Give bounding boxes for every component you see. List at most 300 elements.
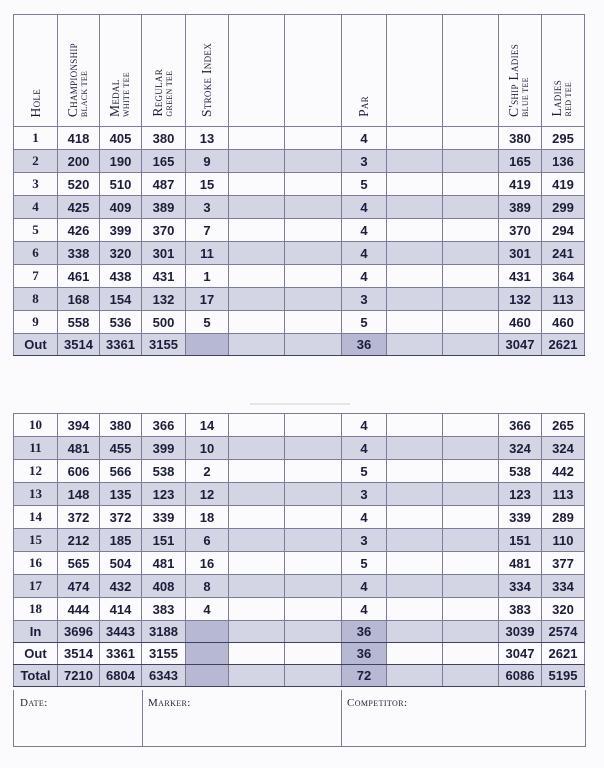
score-cell-3[interactable] [387,483,443,506]
score-cell-4[interactable] [443,483,499,506]
regular-yards: 123 [142,483,186,506]
header-regular: Regular GREEN TEE [142,15,186,127]
par: 5 [342,552,387,575]
score-total-2[interactable] [285,643,342,665]
score-cell-3[interactable] [387,598,443,621]
ladies-yards: 294 [542,219,585,242]
stroke-index-blank [186,621,229,643]
stroke-index-blank [186,334,229,356]
medal-yards: 185 [100,529,142,552]
score-cell-1[interactable] [229,242,285,265]
stroke-index: 3 [186,196,229,219]
hole-number: 11 [14,437,58,460]
hole-number: 1 [14,127,58,150]
score-total-1[interactable] [229,621,285,643]
ladies-total: 2621 [542,334,585,356]
championship-yards: 461 [58,265,100,288]
score-cell-2[interactable] [285,288,342,311]
regular-yards: 132 [142,288,186,311]
signature-footer [13,690,586,747]
stroke-index: 17 [186,288,229,311]
regular-yards: 500 [142,311,186,334]
score-cell-2[interactable] [285,219,342,242]
championship-yards: 565 [58,552,100,575]
score-total-3[interactable] [387,665,443,687]
par: 4 [342,598,387,621]
stroke-index: 14 [186,414,229,437]
score-cell-2[interactable] [285,150,342,173]
score-cell-1[interactable] [229,311,285,334]
championship-yards: 481 [58,437,100,460]
par: 4 [342,265,387,288]
score-cell-2[interactable] [285,196,342,219]
regular-yards: 165 [142,150,186,173]
score-total-1[interactable] [229,665,285,687]
championship-total: 7210 [58,665,100,687]
score-cell-4[interactable] [443,552,499,575]
championship-yards: 606 [58,460,100,483]
championship-total: 3696 [58,621,100,643]
championship-yards: 426 [58,219,100,242]
regular-yards: 383 [142,598,186,621]
hole-number: 8 [14,288,58,311]
medal-total: 3361 [100,334,142,356]
score-cell-1[interactable] [229,219,285,242]
competitor-label: Competitor: [347,697,408,709]
front-nine-table [13,14,585,356]
stroke-index: 4 [186,598,229,621]
score-cell-2[interactable] [285,483,342,506]
medal-yards: 190 [100,150,142,173]
regular-yards: 370 [142,219,186,242]
ladies-total: 5195 [542,665,585,687]
score-cell-3[interactable] [387,506,443,529]
regular-yards: 399 [142,437,186,460]
score-total-2[interactable] [285,665,342,687]
score-cell-1[interactable] [229,575,285,598]
cship-ladies-yards: 151 [499,529,542,552]
score-cell-3[interactable] [387,219,443,242]
stroke-index: 16 [186,552,229,575]
medal-yards: 405 [100,127,142,150]
championship-yards: 520 [58,173,100,196]
total-label: Out [14,643,58,665]
score-cell-1[interactable] [229,437,285,460]
par-total: 36 [342,643,387,665]
total-label: Out [14,334,58,356]
competitor-cell[interactable] [341,690,585,746]
score-cell-1[interactable] [229,173,285,196]
championship-yards: 418 [58,127,100,150]
score-cell-3[interactable] [387,288,443,311]
header-row [14,15,585,127]
hole-row [14,529,585,552]
regular-yards: 408 [142,575,186,598]
cship-ladies-yards: 431 [499,265,542,288]
ladies-yards: 364 [542,265,585,288]
par: 3 [342,529,387,552]
ladies-yards: 419 [542,173,585,196]
cship-ladies-yards: 366 [499,414,542,437]
hole-number: 14 [14,506,58,529]
back-nine-table [13,413,585,687]
regular-yards: 366 [142,414,186,437]
score-cell-4[interactable] [443,196,499,219]
header-par: Par [342,15,387,127]
ladies-yards: 136 [542,150,585,173]
stroke-index: 15 [186,173,229,196]
hole-number: 10 [14,414,58,437]
ladies-yards: 289 [542,506,585,529]
score-cell-1[interactable] [229,127,285,150]
score-cell-4[interactable] [443,575,499,598]
score-total-3[interactable] [387,643,443,665]
total-label: Total [14,665,58,687]
medal-yards: 536 [100,311,142,334]
cship-ladies-yards: 538 [499,460,542,483]
cship-ladies-yards: 301 [499,242,542,265]
hole-row [14,242,585,265]
medal-yards: 432 [100,575,142,598]
hole-row [14,483,585,506]
stroke-index: 10 [186,437,229,460]
hole-row [14,219,585,242]
score-cell-3[interactable] [387,529,443,552]
hole-row [14,506,585,529]
cship-ladies-yards: 389 [499,196,542,219]
championship-yards: 372 [58,506,100,529]
hole-number: 3 [14,173,58,196]
score-cell-2[interactable] [285,127,342,150]
header-blank-4 [443,15,499,127]
score-total-4[interactable] [443,334,499,356]
score-total-2[interactable] [285,334,342,356]
score-total-3[interactable] [387,334,443,356]
out-total-row [14,334,585,356]
ladies-yards: 295 [542,127,585,150]
stroke-index: 18 [186,506,229,529]
cship-ladies-yards: 132 [499,288,542,311]
hole-number: 2 [14,150,58,173]
par: 4 [342,219,387,242]
score-cell-4[interactable] [443,460,499,483]
ladies-yards: 113 [542,288,585,311]
date-label: Date: [20,697,48,709]
cship-ladies-yards: 123 [499,483,542,506]
score-cell-3[interactable] [387,150,443,173]
stroke-index: 9 [186,150,229,173]
regular-yards: 538 [142,460,186,483]
score-cell-2[interactable] [285,506,342,529]
championship-yards: 168 [58,288,100,311]
hole-row [14,437,585,460]
ladies-yards: 460 [542,311,585,334]
stroke-index: 7 [186,219,229,242]
medal-yards: 399 [100,219,142,242]
stroke-index: 8 [186,575,229,598]
regular-total: 3188 [142,621,186,643]
score-total-4[interactable] [443,643,499,665]
score-cell-4[interactable] [443,311,499,334]
par: 4 [342,437,387,460]
regular-yards: 431 [142,265,186,288]
hole-row [14,311,585,334]
score-cell-4[interactable] [443,265,499,288]
championship-yards: 425 [58,196,100,219]
score-cell-2[interactable] [285,552,342,575]
hole-row [14,552,585,575]
medal-yards: 566 [100,460,142,483]
championship-yards: 558 [58,311,100,334]
hole-number: 15 [14,529,58,552]
score-cell-3[interactable] [387,196,443,219]
score-cell-4[interactable] [443,288,499,311]
cship-ladies-yards: 460 [499,311,542,334]
score-cell-2[interactable] [285,242,342,265]
stroke-index: 12 [186,483,229,506]
championship-total: 3514 [58,643,100,665]
score-cell-4[interactable] [443,242,499,265]
ladies-yards: 113 [542,483,585,506]
header-hole: Hole [14,15,58,127]
cship-ladies-yards: 481 [499,552,542,575]
marker-cell[interactable] [142,690,342,746]
par: 4 [342,414,387,437]
cship-ladies-yards: 165 [499,150,542,173]
hole-row [14,173,585,196]
medal-yards: 438 [100,265,142,288]
score-cell-2[interactable] [285,437,342,460]
ladies-yards: 324 [542,437,585,460]
header-medal: Medal WHITE TEE [100,15,142,127]
regular-total: 6343 [142,665,186,687]
ladies-yards: 320 [542,598,585,621]
regular-yards: 339 [142,506,186,529]
stroke-index: 5 [186,311,229,334]
score-cell-2[interactable] [285,575,342,598]
medal-total: 3361 [100,643,142,665]
score-cell-2[interactable] [285,173,342,196]
hole-number: 4 [14,196,58,219]
medal-yards: 409 [100,196,142,219]
regular-yards: 487 [142,173,186,196]
hole-number: 5 [14,219,58,242]
par: 4 [342,242,387,265]
header-blank-1 [229,15,285,127]
score-cell-3[interactable] [387,242,443,265]
hole-row [14,150,585,173]
par: 4 [342,196,387,219]
cship-ladies-total: 3039 [499,621,542,643]
championship-total: 3514 [58,334,100,356]
fold-line [250,403,350,405]
stroke-index: 1 [186,265,229,288]
score-cell-1[interactable] [229,196,285,219]
score-total-2[interactable] [285,621,342,643]
medal-yards: 154 [100,288,142,311]
hole-number: 12 [14,460,58,483]
cship-ladies-yards: 324 [499,437,542,460]
ladies-yards: 241 [542,242,585,265]
hole-number: 17 [14,575,58,598]
par: 5 [342,173,387,196]
ladies-yards: 299 [542,196,585,219]
ladies-total: 2574 [542,621,585,643]
regular-total: 3155 [142,334,186,356]
header-ladies: Ladies RED TEE [542,15,585,127]
championship-yards: 200 [58,150,100,173]
cship-ladies-yards: 370 [499,219,542,242]
score-cell-1[interactable] [229,552,285,575]
championship-yards: 444 [58,598,100,621]
regular-total: 3155 [142,643,186,665]
score-total-3[interactable] [387,621,443,643]
regular-yards: 389 [142,196,186,219]
championship-yards: 148 [58,483,100,506]
score-cell-3[interactable] [387,437,443,460]
ladies-yards: 265 [542,414,585,437]
cship-ladies-yards: 380 [499,127,542,150]
total-label: In [14,621,58,643]
medal-yards: 372 [100,506,142,529]
score-cell-2[interactable] [285,265,342,288]
score-total-4[interactable] [443,621,499,643]
hole-row [14,127,585,150]
score-cell-3[interactable] [387,311,443,334]
header-blank-3 [387,15,443,127]
championship-yards: 474 [58,575,100,598]
par: 5 [342,460,387,483]
score-cell-2[interactable] [285,414,342,437]
score-cell-4[interactable] [443,219,499,242]
score-cell-3[interactable] [387,414,443,437]
header-cship-ladies: C'ship Ladies BLUE TEE [499,15,542,127]
score-cell-4[interactable] [443,529,499,552]
par: 3 [342,288,387,311]
hole-number: 9 [14,311,58,334]
par: 4 [342,575,387,598]
par: 5 [342,311,387,334]
date-cell[interactable] [14,690,143,746]
regular-yards: 151 [142,529,186,552]
ladies-total: 2621 [542,643,585,665]
par: 3 [342,483,387,506]
stroke-index-blank [186,665,229,687]
header-stroke-index: Stroke Index [186,15,229,127]
hole-row [14,575,585,598]
score-cell-3[interactable] [387,127,443,150]
hole-row [14,414,585,437]
medal-yards: 320 [100,242,142,265]
score-cell-4[interactable] [443,150,499,173]
score-cell-1[interactable] [229,288,285,311]
score-cell-1[interactable] [229,150,285,173]
cship-ladies-yards: 383 [499,598,542,621]
championship-yards: 394 [58,414,100,437]
score-cell-3[interactable] [387,552,443,575]
cship-ladies-yards: 419 [499,173,542,196]
score-cell-1[interactable] [229,529,285,552]
championship-yards: 338 [58,242,100,265]
cship-ladies-total: 3047 [499,643,542,665]
score-cell-1[interactable] [229,483,285,506]
medal-yards: 455 [100,437,142,460]
ladies-yards: 110 [542,529,585,552]
stroke-index: 13 [186,127,229,150]
hole-row [14,598,585,621]
score-cell-3[interactable] [387,575,443,598]
cship-ladies-total: 3047 [499,334,542,356]
ladies-yards: 442 [542,460,585,483]
par: 3 [342,150,387,173]
out-total-row [14,643,585,665]
score-cell-4[interactable] [443,598,499,621]
grand-total-row [14,665,585,687]
stroke-index: 2 [186,460,229,483]
score-cell-1[interactable] [229,506,285,529]
score-cell-2[interactable] [285,529,342,552]
score-cell-3[interactable] [387,460,443,483]
stroke-index: 11 [186,242,229,265]
hole-number: 16 [14,552,58,575]
header-championship: Championship BLACK TEE [58,15,100,127]
score-cell-1[interactable] [229,598,285,621]
stroke-index-blank [186,643,229,665]
marker-label: Marker: [148,697,191,709]
par-total: 72 [342,665,387,687]
score-cell-3[interactable] [387,173,443,196]
score-cell-4[interactable] [443,127,499,150]
hole-row [14,288,585,311]
medal-total: 3443 [100,621,142,643]
score-cell-4[interactable] [443,437,499,460]
score-total-4[interactable] [443,665,499,687]
score-cell-2[interactable] [285,460,342,483]
medal-yards: 414 [100,598,142,621]
medal-yards: 504 [100,552,142,575]
par: 4 [342,127,387,150]
ladies-yards: 377 [542,552,585,575]
par-total: 36 [342,621,387,643]
medal-yards: 380 [100,414,142,437]
hole-number: 7 [14,265,58,288]
score-cell-1[interactable] [229,414,285,437]
medal-yards: 135 [100,483,142,506]
score-cell-1[interactable] [229,460,285,483]
hole-row [14,196,585,219]
hole-row [14,265,585,288]
regular-yards: 380 [142,127,186,150]
hole-number: 13 [14,483,58,506]
score-cell-4[interactable] [443,414,499,437]
score-total-1[interactable] [229,643,285,665]
score-cell-2[interactable] [285,311,342,334]
score-cell-2[interactable] [285,598,342,621]
regular-yards: 481 [142,552,186,575]
ladies-yards: 334 [542,575,585,598]
score-cell-3[interactable] [387,265,443,288]
hole-row [14,460,585,483]
par-total: 36 [342,334,387,356]
score-cell-1[interactable] [229,265,285,288]
stroke-index: 6 [186,529,229,552]
score-total-1[interactable] [229,334,285,356]
score-cell-4[interactable] [443,506,499,529]
hole-number: 18 [14,598,58,621]
cship-ladies-yards: 339 [499,506,542,529]
score-cell-4[interactable] [443,173,499,196]
header-blank-2 [285,15,342,127]
